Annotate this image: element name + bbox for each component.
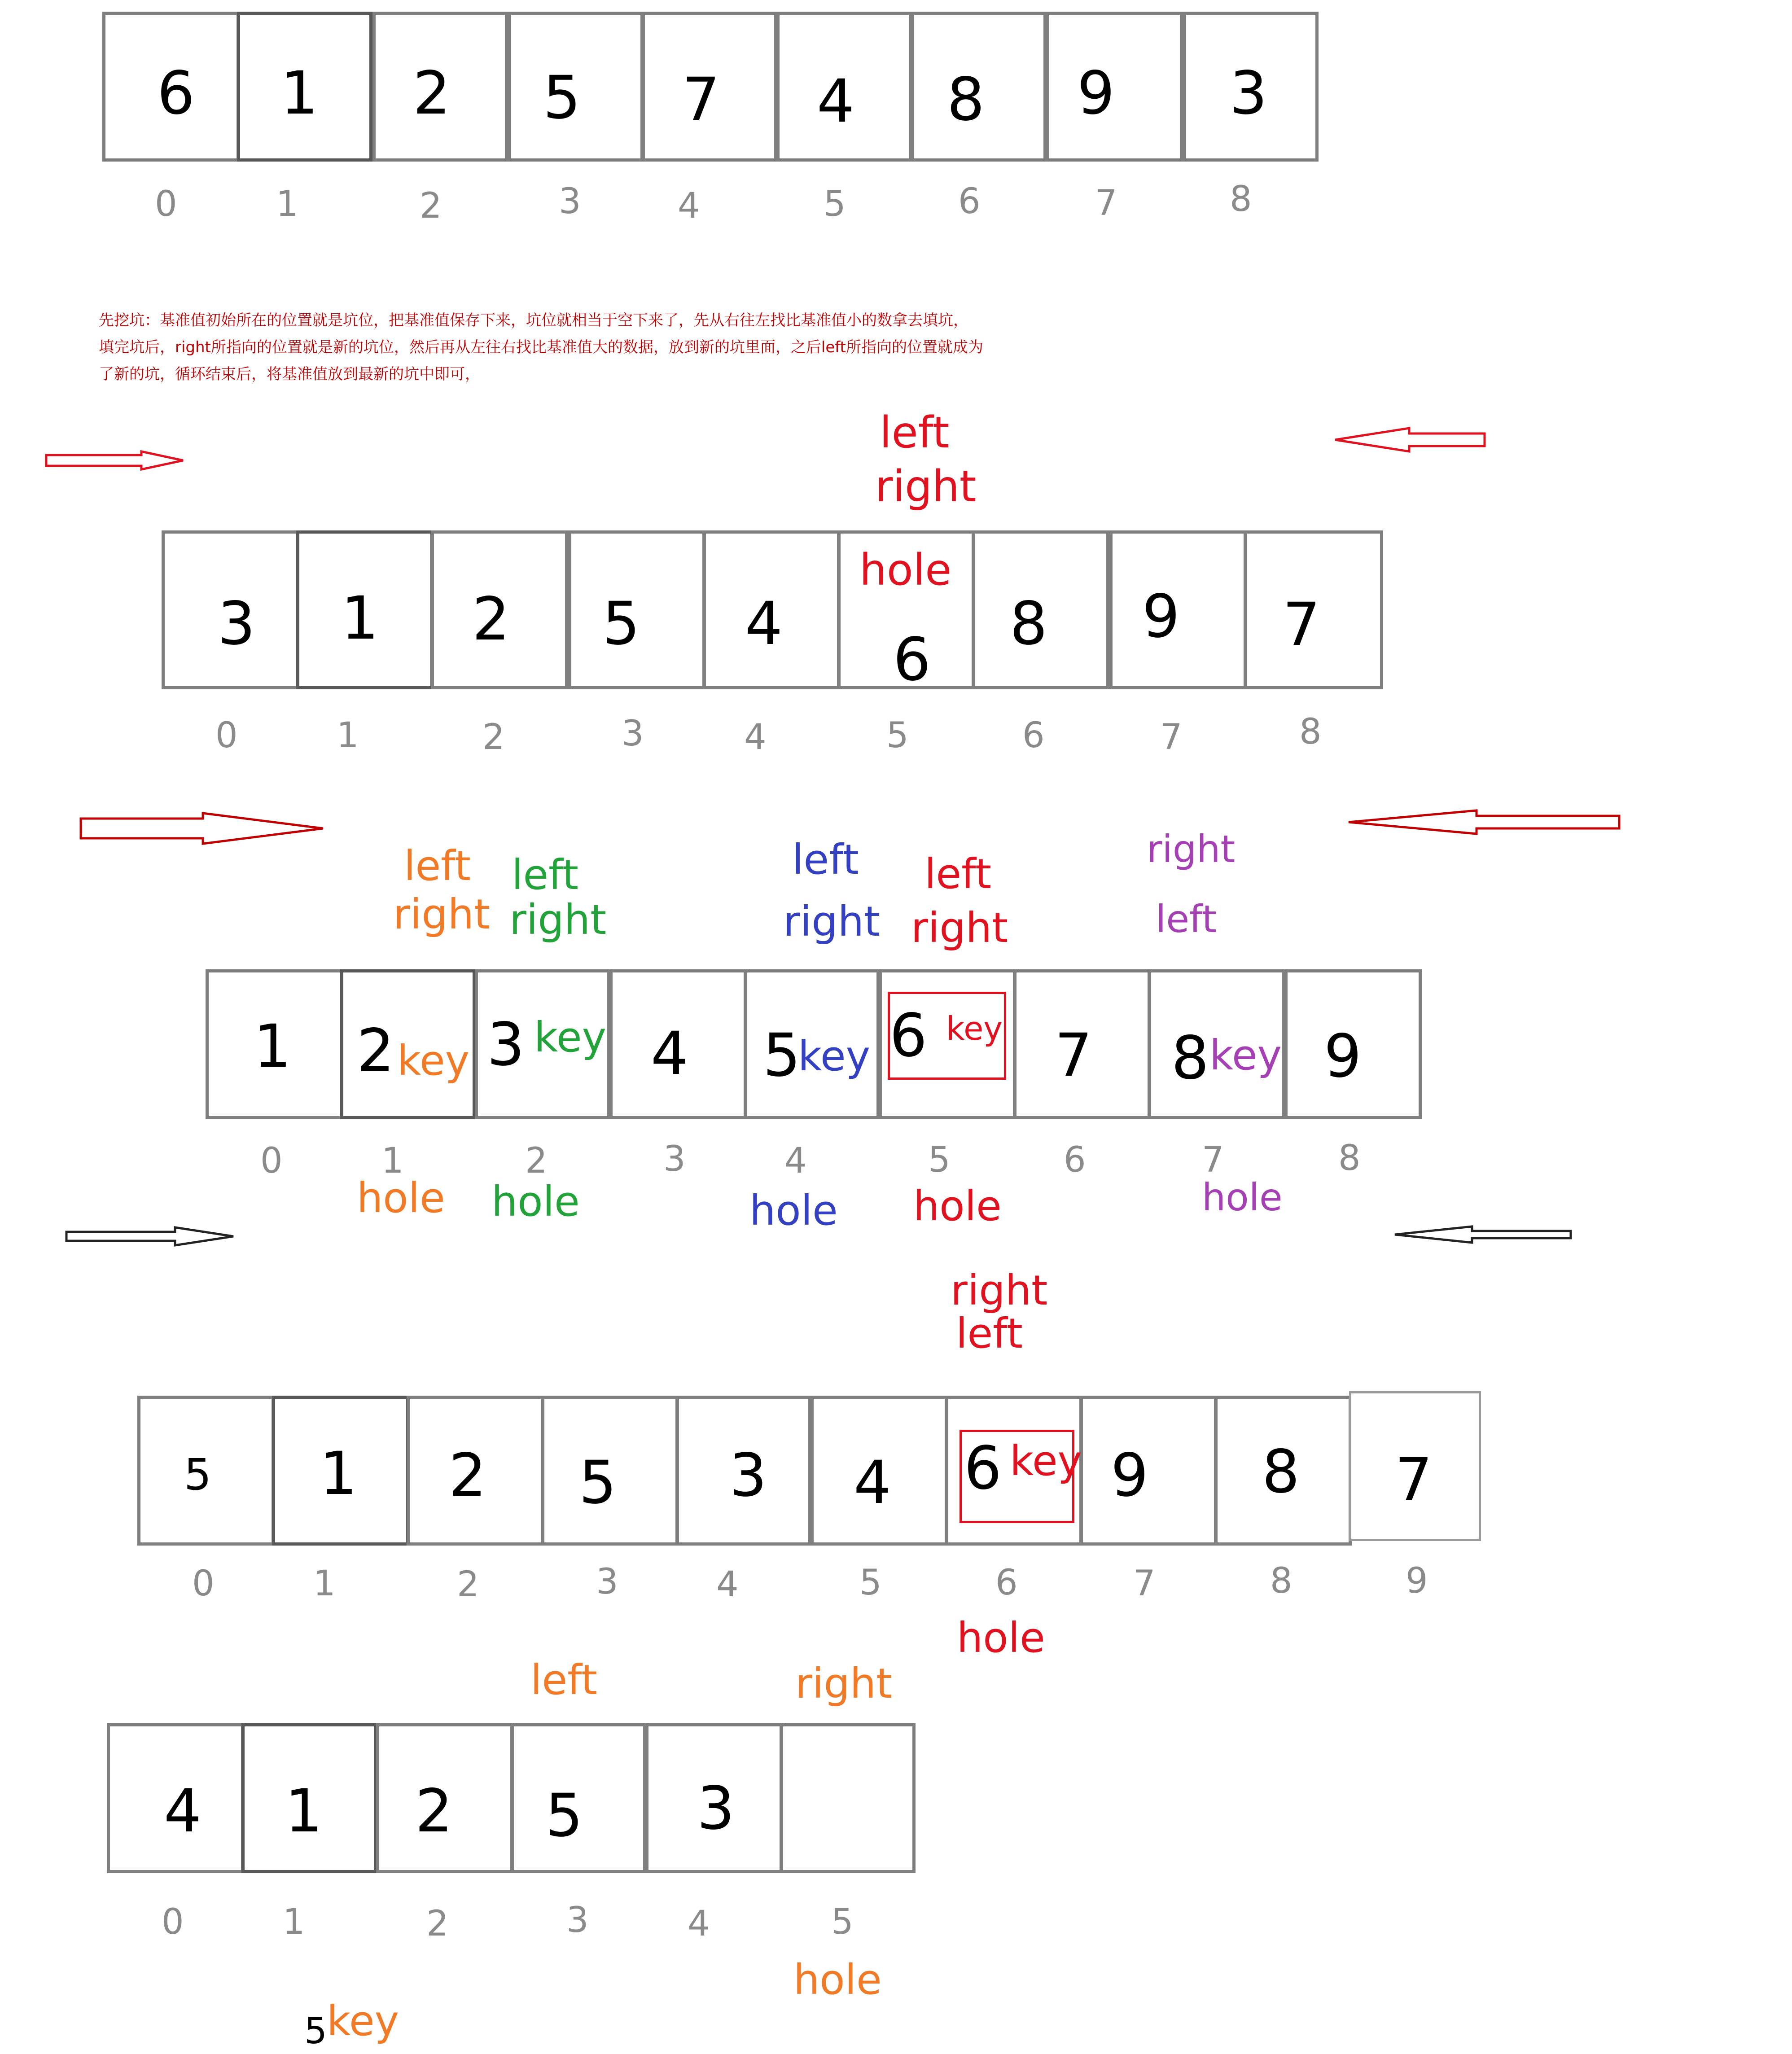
- cell-value: 4: [651, 1019, 688, 1088]
- right-pointer-label: right: [509, 896, 607, 944]
- cell-index: 5: [831, 1902, 854, 1942]
- cell-index: 4: [784, 1141, 807, 1181]
- cell-value: 4: [817, 67, 854, 136]
- cell-value: 7: [682, 65, 720, 134]
- cell-index: 4: [678, 186, 700, 226]
- key-label: key: [798, 1032, 871, 1080]
- cell-index: 7: [1160, 717, 1183, 758]
- left-pointer-label: left: [956, 1309, 1023, 1358]
- cell-index: 1: [283, 1902, 305, 1942]
- array-cell: [780, 1723, 916, 1873]
- cell-index: 3: [559, 181, 581, 222]
- left-pointer-label: left: [512, 851, 579, 899]
- hole-label: hole: [749, 1187, 838, 1235]
- cell-index: 0: [155, 184, 177, 224]
- cell-index: 4: [688, 1904, 710, 1944]
- key-label: key: [327, 1997, 399, 2045]
- arrow-right-icon: [81, 813, 323, 844]
- cell-value: 8: [1171, 1024, 1209, 1093]
- cell-value: 9: [1142, 582, 1180, 651]
- left-pointer-label: left: [404, 842, 471, 890]
- cell-value: 7: [1055, 1021, 1092, 1090]
- cell-index: 2: [426, 1904, 449, 1944]
- cell-index: 2: [482, 717, 505, 758]
- cell-value: 9: [1077, 59, 1115, 128]
- cell-value: 3: [697, 1774, 735, 1843]
- cell-index: 4: [716, 1564, 739, 1605]
- cell-value: 3: [218, 589, 255, 658]
- cell-index: 3: [566, 1900, 589, 1940]
- cell-index: 3: [663, 1139, 686, 1179]
- cell-value: 2: [415, 1777, 453, 1846]
- cell-index: 8: [1338, 1138, 1361, 1178]
- cell-value: 2: [449, 1441, 486, 1510]
- cell-value: 4: [164, 1777, 202, 1846]
- cell-index: 8: [1299, 712, 1322, 752]
- key-label: key: [946, 1010, 1003, 1047]
- left-pointer-label: left: [792, 836, 859, 884]
- note-line: 填完坑后，right所指向的位置就是新的坑位，然后再从左往右找比基准值大的数据，放到新的坑里面，之后left所指向的位置就成为: [99, 338, 983, 356]
- cell-index: 7: [1095, 183, 1117, 223]
- array-cell: [1080, 1396, 1217, 1546]
- cell-index: 1: [276, 184, 298, 224]
- cell-index: 0: [260, 1141, 283, 1181]
- cell-index: 6: [1022, 715, 1045, 756]
- hole-label: hole: [859, 545, 952, 595]
- cell-value: 2: [357, 1016, 394, 1086]
- hole-label: hole: [913, 1182, 1002, 1230]
- cell-value: 6: [893, 625, 931, 694]
- cell-index: 5: [859, 1563, 882, 1603]
- cell-value: 1: [320, 1439, 357, 1508]
- cell-index: 6: [1064, 1140, 1086, 1180]
- cell-value: 4: [854, 1448, 891, 1517]
- cell-value: 6: [889, 1001, 927, 1070]
- left-pointer-label: left: [880, 407, 950, 458]
- cell-value: 6: [964, 1434, 1002, 1503]
- right-pointer-label: right: [875, 461, 977, 512]
- cell-value: 5: [184, 1450, 212, 1500]
- hole-label: hole: [793, 1956, 882, 2004]
- cell-index: 3: [596, 1562, 618, 1602]
- cell-index: 7: [1133, 1563, 1156, 1604]
- cell-value: 8: [947, 65, 985, 134]
- cell-index: 2: [420, 186, 442, 226]
- cell-value: 3: [729, 1441, 767, 1510]
- right-pointer-label: right: [783, 898, 881, 946]
- cell-index: 2: [457, 1564, 479, 1605]
- arrow-left-icon: [1349, 810, 1619, 834]
- cell-value: 1: [280, 59, 318, 128]
- right-pointer-label: right: [393, 890, 491, 938]
- arrow-right-icon: [66, 1227, 233, 1245]
- cell-value: 5: [543, 63, 581, 132]
- arrow-left-icon: [1335, 428, 1485, 451]
- right-pointer-label: right: [911, 904, 1008, 952]
- cell-index: 0: [162, 1902, 184, 1942]
- cell-value: 1: [341, 584, 379, 653]
- cell-index: 8: [1230, 179, 1252, 219]
- cell-value: 8: [1262, 1437, 1300, 1507]
- cell-value: 1: [285, 1777, 323, 1846]
- cell-value: 3: [487, 1010, 525, 1079]
- cell-value: 5: [579, 1448, 617, 1517]
- note-line: 了新的坑，循环结束后，将基准值放到最新的坑中即可，: [99, 365, 480, 383]
- cell-index: 3: [622, 714, 644, 754]
- cell-index: 5: [928, 1140, 951, 1180]
- saved-key-value: 5: [304, 2010, 327, 2052]
- cell-value: 7: [1395, 1445, 1433, 1515]
- cell-value: 6: [157, 59, 195, 128]
- right-pointer-label: right: [1147, 827, 1236, 871]
- cell-index: 9: [1406, 1561, 1428, 1601]
- cell-index: 7: [1202, 1140, 1224, 1180]
- cell-value: 5: [602, 589, 640, 658]
- cell-value: 7: [1283, 590, 1320, 659]
- hole-label: hole: [357, 1174, 445, 1222]
- cell-index: 5: [886, 715, 909, 756]
- arrow-right-icon: [46, 451, 183, 469]
- note-line: 先挖坑：基准值初始所在的位置就是坑位，把基准值保存下来，坑位就相当于空下来了，先从右往左找比基准值小的数拿去填坑，: [99, 311, 968, 329]
- key-label: key: [1010, 1437, 1082, 1485]
- right-pointer-label: right: [795, 1660, 893, 1708]
- cell-index: 2: [525, 1141, 548, 1181]
- cell-value: 3: [1230, 59, 1267, 128]
- cell-index: 1: [313, 1563, 336, 1604]
- right-pointer-label: right: [951, 1266, 1048, 1314]
- left-pointer-label: left: [924, 850, 992, 898]
- cell-value: 9: [1111, 1441, 1148, 1510]
- cell-value: 2: [472, 585, 510, 654]
- cell-value: 5: [763, 1021, 801, 1090]
- left-pointer-label: left: [1156, 897, 1217, 941]
- cell-value: 2: [413, 59, 451, 128]
- cell-value: 1: [254, 1012, 291, 1081]
- cell-index: 1: [337, 715, 359, 756]
- key-label: key: [534, 1013, 607, 1061]
- left-pointer-label: left: [530, 1656, 598, 1704]
- cell-value: 9: [1324, 1022, 1362, 1091]
- hole-label: hole: [491, 1178, 580, 1226]
- cell-index: 6: [958, 181, 981, 222]
- hole-label: hole: [1202, 1175, 1283, 1219]
- cell-index: 0: [192, 1563, 215, 1604]
- cell-index: 5: [824, 184, 846, 224]
- cell-index: 4: [744, 717, 767, 758]
- hole-label: hole: [957, 1614, 1045, 1662]
- cell-index: 0: [215, 715, 238, 756]
- arrow-left-icon: [1395, 1226, 1571, 1243]
- cell-value: 8: [1010, 589, 1047, 658]
- key-label: key: [1209, 1031, 1282, 1079]
- cell-index: 6: [995, 1563, 1018, 1603]
- cell-index: 1: [381, 1141, 404, 1181]
- key-label: key: [397, 1037, 470, 1085]
- cell-index: 8: [1270, 1561, 1293, 1601]
- cell-value: 5: [545, 1781, 583, 1850]
- cell-value: 4: [745, 589, 783, 658]
